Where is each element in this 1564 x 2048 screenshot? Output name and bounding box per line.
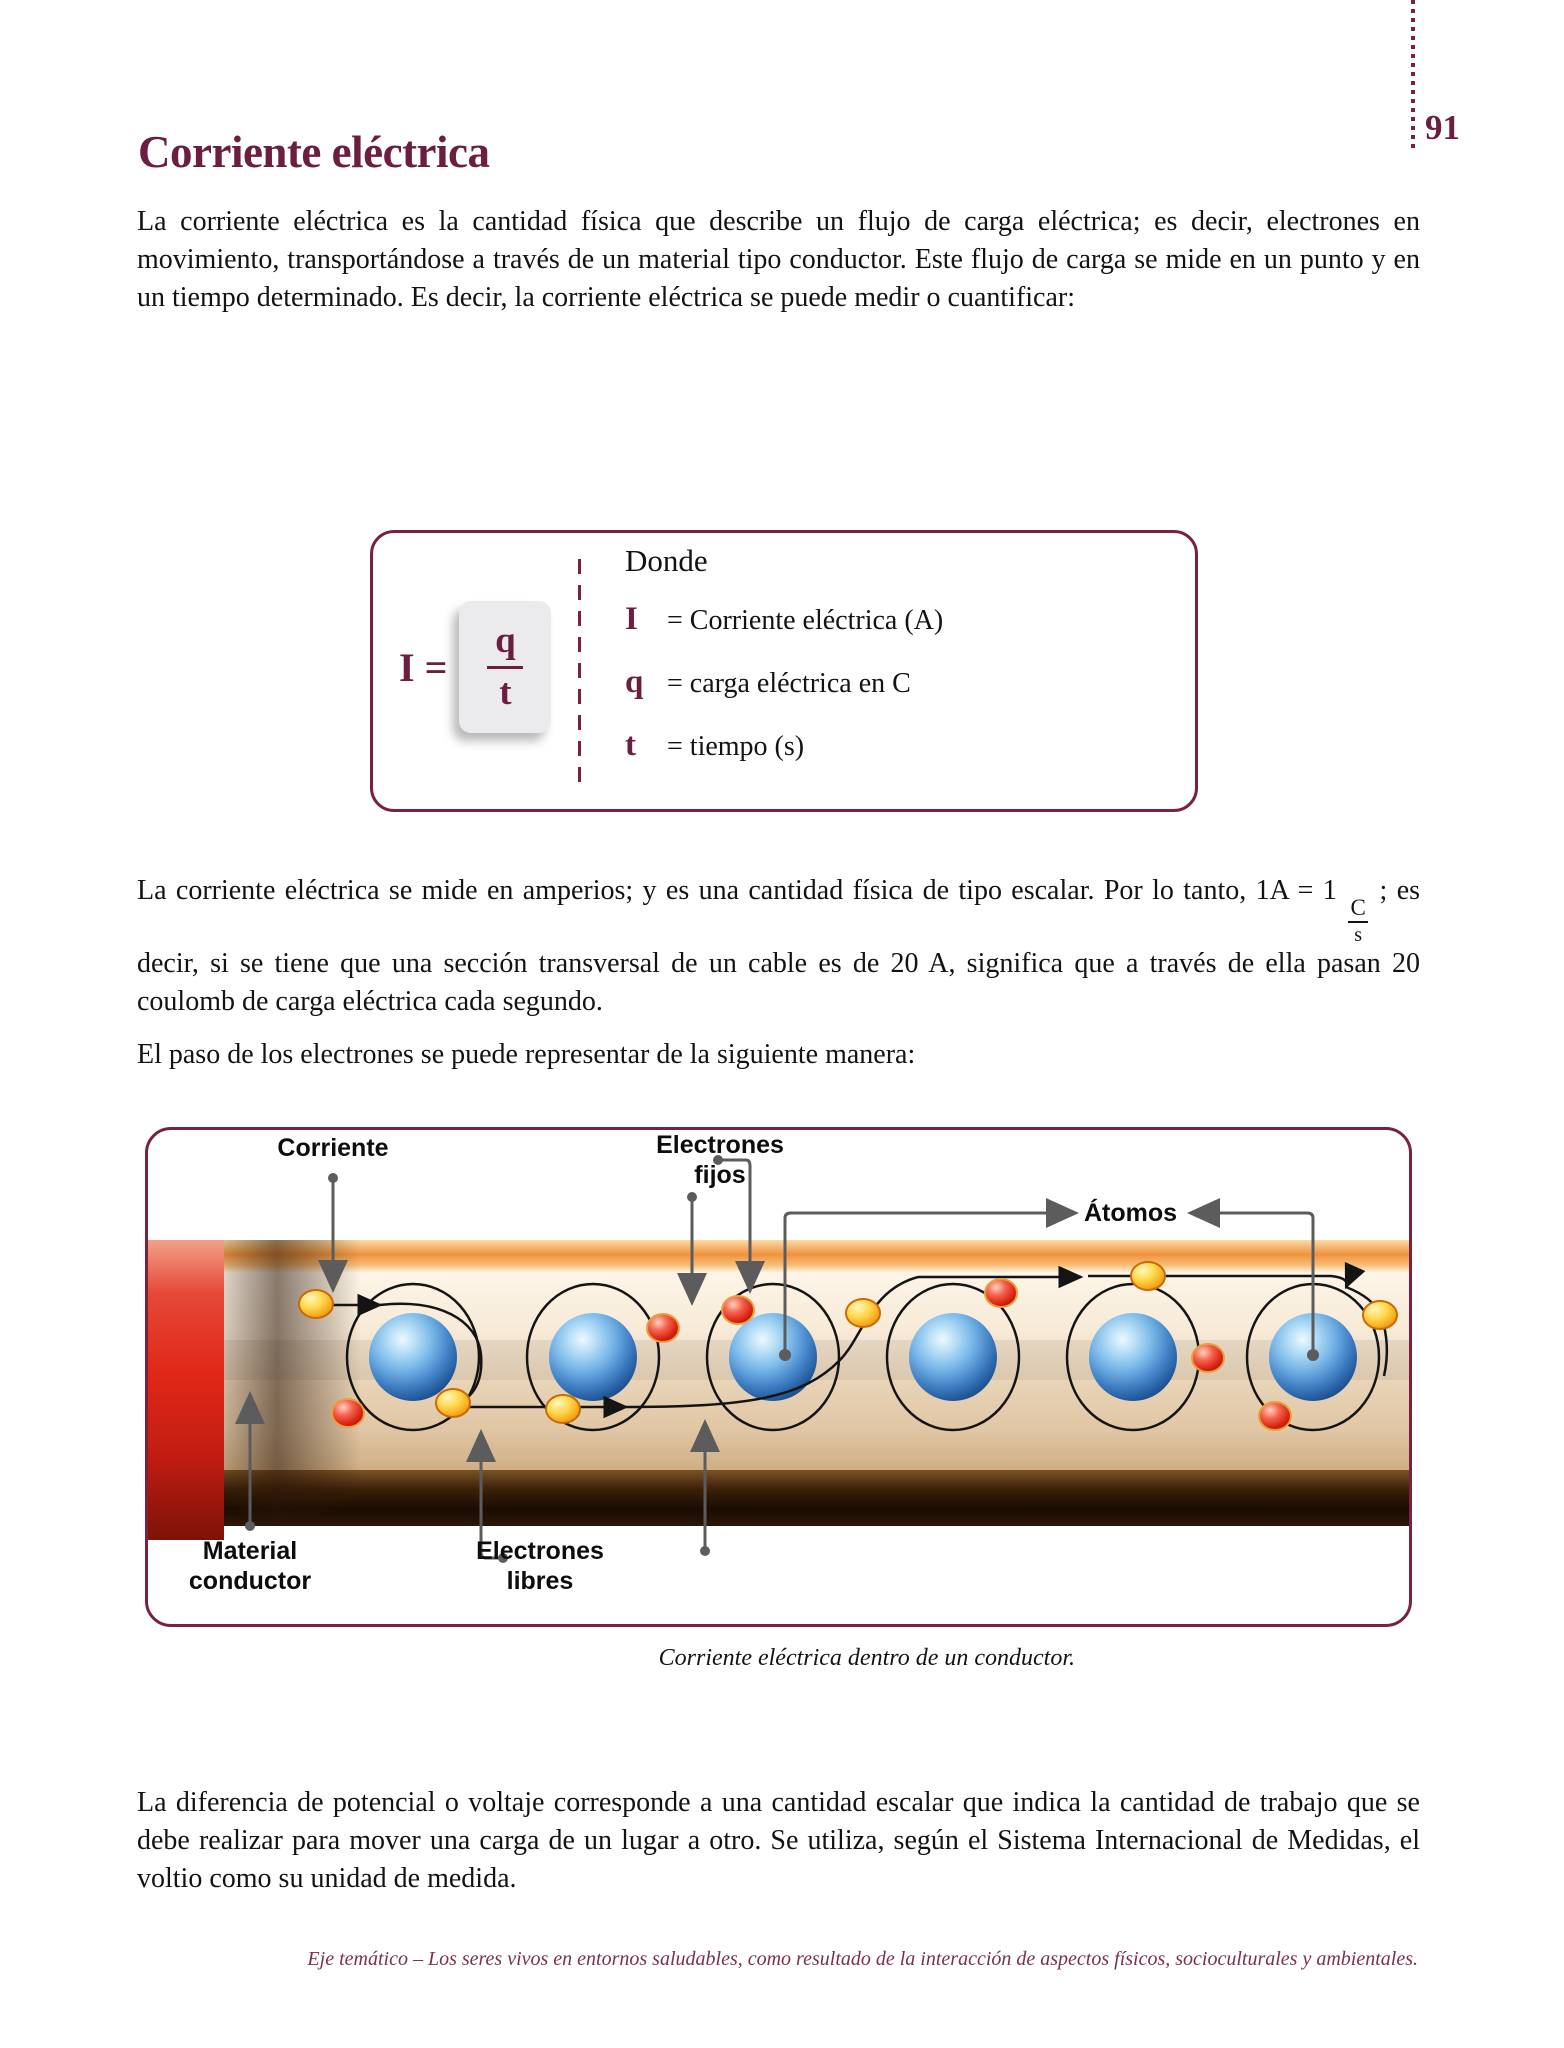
page-title: Corriente eléctrica [138, 127, 490, 177]
formula-numerator: q [495, 619, 516, 661]
label-libres-line2: libres [506, 1567, 574, 1595]
definition-row [625, 664, 943, 701]
label-electrones-fijos [610, 1130, 830, 1190]
definition-meaning: = Corriente eléctrica (A) [667, 605, 944, 636]
inline-fraction-denominator: s [1354, 924, 1363, 946]
label-material-line1: Material [202, 1537, 298, 1565]
voltaje-paragraph: La diferencia de potencial o voltaje corresponde a una cantidad escalar que indica la cantidad de trabajo que se debe realizar para mover una carga de un lugar a otro. Se utiliza, según el Sistema Internacional de Medidas, el voltio como su unidad de medida. [137, 1787, 1420, 1894]
amperios-text-before: La corriente eléctrica se mide en amperios; y es una cantidad física de tipo escalar. Por lo tanto, 1A = 1 [137, 875, 1337, 906]
label-libres-line1: Electrones [476, 1537, 604, 1565]
inline-fraction-bar [1348, 921, 1368, 923]
label-material-conductor [160, 1536, 340, 1596]
inline-fraction-numerator: C [1350, 895, 1366, 920]
footer-theme-line: Eje temático – Los seres vivos en entornos saludables, como resultado de la interacción de aspectos físicos, socioculturales y ambientales. [307, 1948, 1418, 1970]
label-corriente: Corriente [277, 1134, 389, 1162]
definition-meaning: = tiempo (s) [667, 731, 805, 762]
intro-paragraph: La corriente eléctrica es la cantidad física que describe un flujo de carga eléctrica; es decir, electrones en movimiento, transportándose a través de un material tipo conductor. Este flujo de carga se mide en un punto y en un tiempo determinado. Es decir, la corriente eléctrica se puede medir o cuantificar: [137, 206, 1420, 313]
definition-symbol: I [625, 601, 638, 637]
figure-caption: Corriente eléctrica dentro de un conductor. [658, 1645, 1075, 1671]
conductor-cut-face [148, 1240, 224, 1540]
label-material-line2: conductor [188, 1567, 312, 1595]
amperios-text-after: ; es decir, si se tiene que una sección transversal de un cable es de 20 A, significa que a través de ella pasan 20 coulomb de carga eléctrica cada segundo. [137, 875, 1421, 1017]
definition-row [625, 601, 943, 638]
inline-fraction [1346, 896, 1370, 945]
label-electrones-fijos-line1: Electrones [656, 1131, 784, 1159]
definition-symbol: q [625, 664, 644, 700]
margin-dotted-rule [1411, 0, 1415, 152]
conductor-diagram [145, 1127, 1412, 1627]
formula-equation [399, 601, 551, 733]
fraction-bar [487, 666, 523, 669]
label-electrones-fijos-line2: fijos [694, 1161, 746, 1189]
label-electrones-libres [450, 1536, 630, 1596]
page-number: 91 [1425, 108, 1460, 147]
definition-row [625, 727, 943, 764]
definition-meaning: = carga eléctrica en C [667, 668, 911, 699]
where-label: Donde [625, 543, 708, 578]
paso-paragraph: El paso de los electrones se puede representar de la siguiente manera: [137, 1039, 916, 1070]
formula-lhs: I = [399, 644, 448, 690]
amperios-paragraph [137, 872, 1420, 1021]
label-atomos: Átomos [1084, 1199, 1178, 1227]
definition-symbol: t [625, 727, 636, 763]
formula-fraction-card [459, 601, 551, 733]
dashed-divider [578, 559, 581, 789]
formula-box [370, 530, 1198, 812]
formula-denominator: t [499, 671, 512, 713]
formula-definitions [625, 543, 943, 790]
